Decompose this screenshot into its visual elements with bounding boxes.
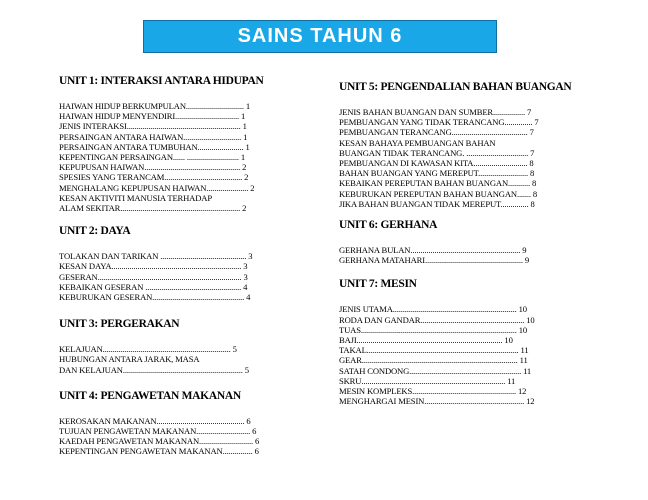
- topic-list: [59, 251, 299, 302]
- unit-section: [59, 317, 299, 375]
- topic-list: [59, 344, 299, 375]
- topic-entry: RODA DAN GANDAR.................................................... 10: [339, 314, 535, 325]
- unit-section: [59, 224, 299, 302]
- contents-left-column: [59, 74, 299, 457]
- topic-entry: ALAM SEKITAR............................................................ 2: [59, 203, 247, 214]
- topic-entry: BUANGAN TIDAK TERANCANG. ............................... 7: [339, 147, 535, 158]
- unit-section: [59, 389, 299, 457]
- topic-entry: KEBURUKAN PEREPUTAN BAHAN BUANGAN....... 8: [339, 188, 538, 199]
- topic-entry: KEPENTINGAN PENGAWETAN MAKANAN............... 6: [59, 446, 259, 457]
- topic-entry: SATAH CONDONG........................................................ 11: [339, 365, 532, 376]
- topic-entry: KESAN BAHAYA PEMBUANGAN BAHAN: [339, 137, 496, 148]
- topic-entry: JENIS UTAMA.............................................................. 10: [339, 304, 527, 315]
- topic-entry: HUBUNGAN ANTARA JARAK, MASA: [59, 354, 200, 365]
- topic-list: [339, 107, 579, 209]
- topic-entry: JENIS BAHAN BUANGAN DAN SUMBER................ 7: [339, 107, 532, 117]
- topic-entry: SKRU........................................................................ 11: [339, 375, 516, 386]
- topic-entry: DAN KELAJUAN............................................................ 5: [59, 364, 249, 375]
- topic-entry: TUAS.............................................................................. 10: [339, 324, 528, 335]
- topic-entry: JIKA BAHAN BUANGAN TIDAK MEREPUT.............. 8: [339, 198, 535, 209]
- topic-entry: PERSAINGAN ANTARA TUMBUHAN....................... 1: [59, 141, 250, 152]
- topic-entry: KEBAIKAN GESERAN ................................................ 4: [59, 281, 248, 292]
- unit-section: [339, 218, 579, 265]
- topic-entry: KESAN DAYA................................................................. 3: [59, 261, 248, 272]
- unit-title: UNIT 6: GERHANA: [339, 219, 438, 232]
- topic-entry: BAJI......................................................................... 10: [339, 335, 513, 346]
- topic-entry: PERSAINGAN ANTARA HAIWAN............................. 1: [59, 131, 248, 142]
- topic-entry: KELAJUAN................................................................ 5: [59, 344, 237, 355]
- topic-list: [59, 101, 299, 213]
- topic-entry: GERHANA MATAHARI................................................. 9: [339, 255, 530, 266]
- unit-title: UNIT 7: MESIN: [339, 278, 417, 291]
- topic-entry: KEPENTINGAN PERSAINGAN...... .......................... 1: [59, 152, 246, 163]
- unit-section: [339, 80, 579, 209]
- topic-entry: PEMBUANGAN DI KAWASAN KITA........................... 8: [339, 158, 534, 169]
- topic-entry: PEMBUANGAN YANG TIDAK TERANCANG.............. 7: [339, 117, 539, 128]
- topic-entry: JENIS INTERAKSI......................................................... 1: [59, 121, 247, 132]
- topic-entry: KEBURUKAN GESERAN.............................................. 4: [59, 292, 251, 303]
- topic-list: [339, 245, 579, 265]
- topic-entry: BAHAN BUANGAN YANG MEREPUT......................... 8: [339, 168, 535, 179]
- topic-entry: GESERAN........................................................................ 3: [59, 271, 248, 282]
- unit-title: UNIT 2: DAYA: [59, 225, 131, 238]
- topic-entry: KESAN AKTIVITI MANUSIA TERHADAP: [59, 192, 212, 203]
- unit-title: UNIT 4: PENGAWETAN MAKANAN: [59, 389, 241, 402]
- topic-entry: GEAR.............................................................................. 11: [339, 355, 528, 366]
- topic-entry: MENGHALANG KEPUPUSAN HAIWAN..................... 2: [59, 182, 255, 193]
- page-title: SAINS TAHUN 6: [237, 25, 403, 47]
- unit-title: UNIT 5: PENGENDALIAN BAHAN BUANGAN: [339, 81, 572, 93]
- topic-entry: TUJUAN PENGAWETAN MAKANAN........................... 6: [59, 426, 257, 437]
- topic-entry: KEROSAKAN MAKANAN............................................ 6: [59, 415, 251, 426]
- page-title-banner: [143, 20, 497, 53]
- topic-entry: KEPUPUSAN HAIWAN................................................ 2: [59, 162, 247, 173]
- topic-entry: MENGHARGAI MESIN.................................................. 12: [339, 396, 535, 407]
- topic-entry: TAKAL............................................................................ 11: [339, 345, 529, 356]
- contents-right-column: [339, 80, 579, 406]
- topic-entry: SPESIES YANG TERANCAM....................................... 2: [59, 172, 249, 183]
- unit-section: [59, 74, 299, 213]
- topic-entry: TOLAKAN DAN TARIKAN ........................................... 3: [59, 251, 253, 262]
- topic-entry: PEMBUANGAN TERANCANG...................................... 7: [339, 127, 534, 138]
- topic-entry: MESIN KOMPLEKS.................................................... 12: [339, 386, 527, 397]
- topic-list: [339, 304, 579, 406]
- unit-title: UNIT 3: PERGERAKAN: [59, 318, 180, 331]
- topic-entry: KAEDAH PENGAWETAN MAKANAN........................... 6: [59, 436, 260, 447]
- topic-entry: HAIWAN HIDUP BERKUMPULAN............................. 1: [59, 101, 250, 111]
- unit-title: UNIT 1: INTERAKSI ANTARA HIDUPAN: [59, 75, 264, 87]
- topic-entry: KEBAIKAN PEREPUTAN BAHAN BUANGAN........... 8: [339, 178, 537, 189]
- topic-list: [59, 416, 299, 457]
- topic-entry: HAIWAN HIDUP MENYENDIRI................................ 1: [59, 111, 246, 122]
- unit-section: [339, 277, 579, 406]
- topic-entry: GERHANA BULAN....................................................... 9: [339, 245, 527, 256]
